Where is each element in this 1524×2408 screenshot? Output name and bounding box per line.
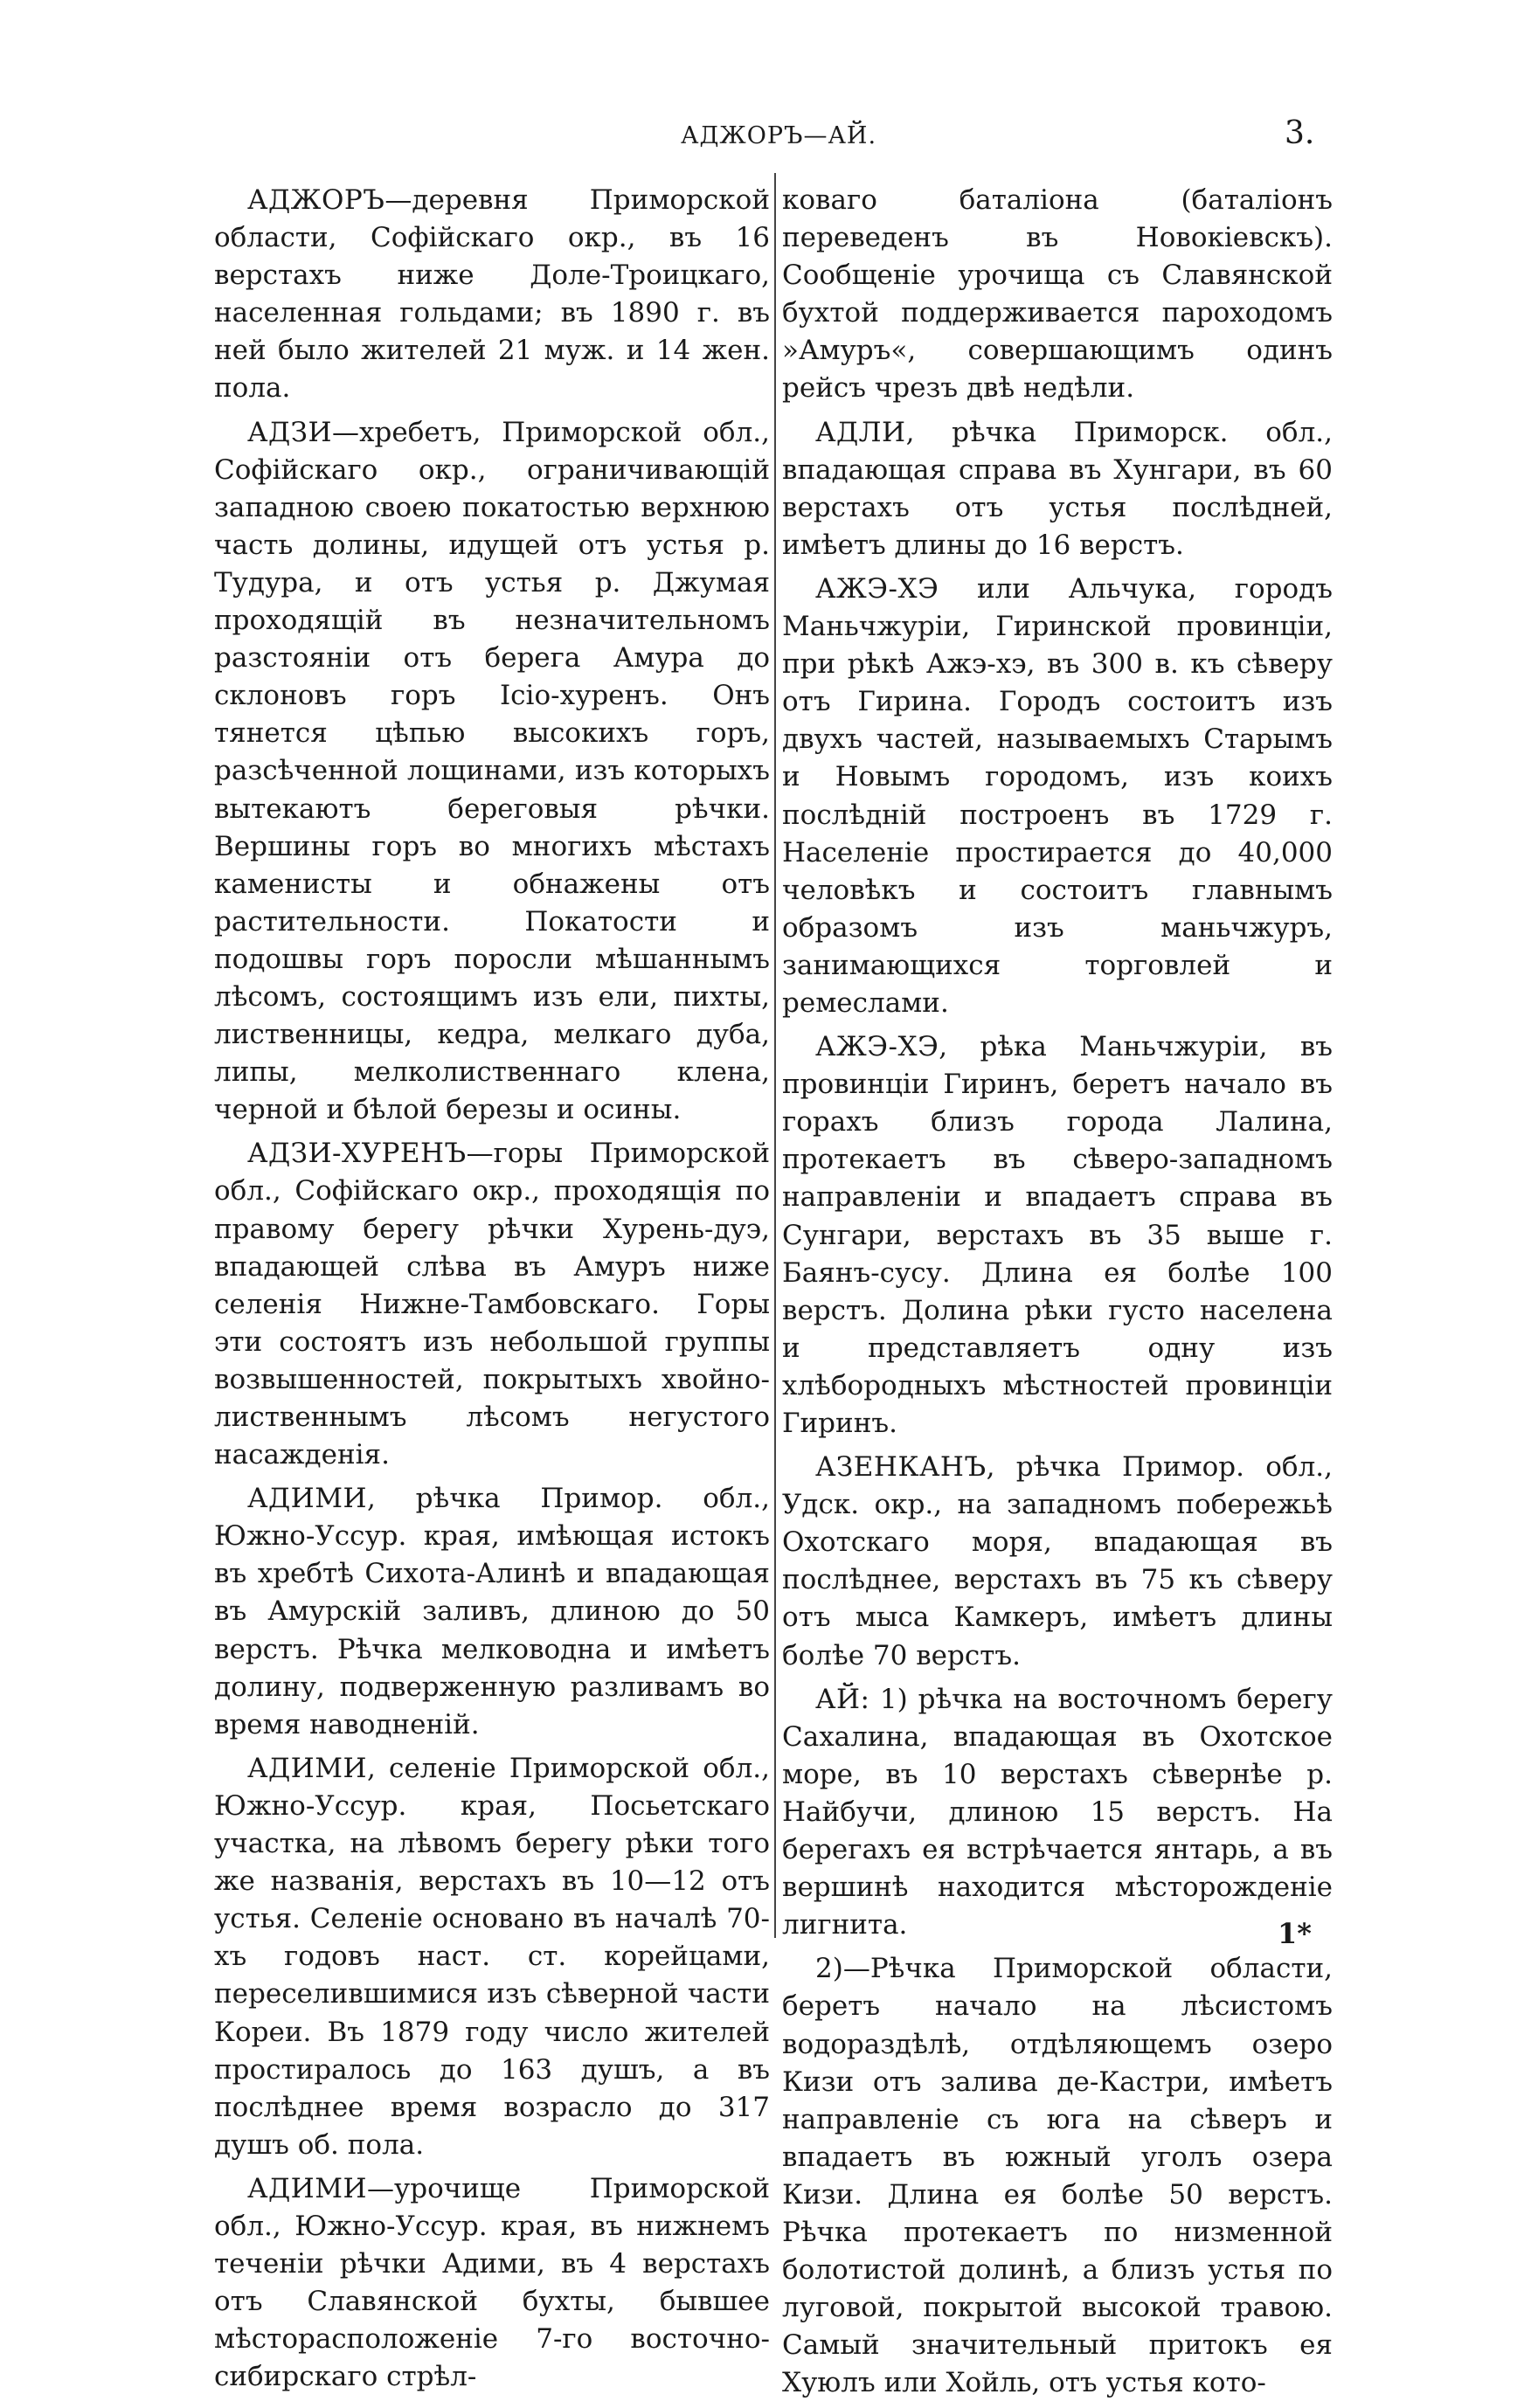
entry-adli xyxy=(782,414,1333,564)
entry-body: , рѣчка Примор. обл., Удск. окр., на западномъ побережьѣ Охотскаго моря, впадающая въ послѣднее, верстахъ въ 75 къ сѣверу отъ мыса Камкеръ, имѣетъ длины болѣе 70 верстъ. xyxy=(782,1451,1333,1671)
entry-headword: АДЛИ xyxy=(815,416,906,448)
entry-body: , рѣчка Примор. обл., Южно-Уссур. края, имѣющая истокъ въ хребтѣ Сихота-Алинѣ и впадающая въ Амурскій заливъ, длиною до 50 верстъ. Рѣчка мелководна и имѣетъ долину, подверженную разливамъ во время наводненій. xyxy=(214,1483,770,1740)
entry-continuation xyxy=(782,182,1333,408)
entry-headword: АДЖОРЪ xyxy=(247,184,385,216)
entry-adzi xyxy=(214,414,770,1130)
entry-body: 2)—Рѣчка Приморской области, беретъ начало на лѣсистомъ водораздѣлѣ, отдѣляющемъ озеро Кизи отъ залива де-Кастри, имѣетъ направленіе съ юга на сѣверъ и впадаетъ въ южный уголъ озера Кизи. Длина ея болѣе 50 верстъ. Рѣчка протекаетъ по низменной болотистой долинѣ, а близъ устья по луговой, покрытой высокой травою. Самый значительный притокъ ея Хуюлъ или Хойль, отъ устья кото- xyxy=(782,1953,1333,2399)
entry-body: —деревня Приморской области, Софійскаго окр., въ 16 верстахъ ниже Доле-Троицкаго, населенная гольдами; въ 1890 г. въ ней было жителей 21 муж. и 14 жен. пола. xyxy=(214,184,770,405)
entry-body: коваго баталіона (баталіонъ переведенъ въ Новокіевскъ). Сообщеніе урочища съ Славянской бухтой поддерживается пароходомъ »Амуръ«, совершающимъ одинъ рейсъ чрезъ двѣ недѣли. xyxy=(782,184,1333,405)
entry-body: —урочище Приморской обл., Южно-Уссур. края, въ нижнемъ теченіи рѣчки Адими, въ 4 верстахъ отъ Славянской бухты, бывшее мѣсторасположеніе 7-го восточно-сибирскаго стрѣл- xyxy=(214,2172,770,2393)
entry-azhe-khe-river xyxy=(782,1028,1333,1443)
entry-headword: АДЗИ-ХУРЕНЪ xyxy=(247,1138,467,1170)
entry-headword: АДЗИ xyxy=(247,416,333,448)
entry-headword: АДИМИ xyxy=(247,2172,367,2204)
column-divider xyxy=(774,173,776,1938)
entry-ai-1 xyxy=(782,1681,1333,1945)
entry-headword: АДИМИ xyxy=(247,1752,367,1784)
entry-body: —горы Приморской обл., Софійскаго окр., проходящія по правому берегу рѣчки Хурень-дуэ, впадающей слѣва въ Амуръ ниже селенія Нижне-Тамбовскаго. Горы эти состоятъ изъ небольшой группы возвышенностей, покрытыхъ хвойно-лиственнымъ лѣсомъ негустого насажденія. xyxy=(214,1138,770,1471)
entry-body: —хребетъ, Приморской обл., Софійскаго окр., ограничивающій западною своею покатостью верхнюю часть долины, идущей отъ устья р. Тудура, и отъ устья р. Джумая проходящій въ незначительномъ разстояніи отъ берега Амура до склоновъ горъ Ісіо-хуренъ. Онъ тянется цѣпью высокихъ горъ, разсѣченной лощинами, изъ которыхъ вытекаютъ береговыя рѣчки. Вершины горъ во многихъ мѣстахъ каменисты и обнажены отъ растительности. Покатости и подошвы горъ поросли мѣшаннымъ лѣсомъ, состоящимъ изъ ели, пихты, лиственницы, кедра, мелкаго дуба, липы, мелколиственнаго клена, черной и бѣлой березы и осины. xyxy=(214,416,770,1126)
entry-headword: АЗЕНКАНЪ xyxy=(815,1451,987,1484)
entry-body: , рѣчка Приморск. обл., впадающая справа въ Хунгари, въ 60 верстахъ отъ устья послѣдней, имѣетъ длины до 16 верстъ. xyxy=(782,416,1333,561)
running-title: АДЖОРЪ—АЙ. xyxy=(681,122,877,149)
entry-azhe-khe-city xyxy=(782,571,1333,1022)
entry-ai-2 xyxy=(782,1950,1333,2402)
left-column xyxy=(214,182,770,2402)
entry-headword: АЙ xyxy=(815,1683,861,1715)
signature-mark: 1* xyxy=(1278,1917,1312,1950)
entry-body: , селеніе Приморской обл., Южно-Уссур. края, Посьетскаго участка, на лѣвомъ берегу рѣки того же названія, верстахъ въ 10—12 отъ устья. Селеніе основано въ началѣ 70-хъ годовъ наст. ст. корейцами, переселившимися изъ сѣверной части Кореи. Въ 1879 году число жителей простиралось до 163 душъ, а въ послѣднее время возрасло до 317 душъ об. пола. xyxy=(214,1752,770,2161)
right-column xyxy=(782,182,1333,2408)
page-number: 3. xyxy=(1285,115,1315,151)
entry-adzhor xyxy=(214,182,770,408)
entry-adimi-tract xyxy=(214,2170,770,2397)
entry-headword: АЖЭ-ХЭ xyxy=(815,572,939,605)
entry-body: , рѣка Маньчжуріи, въ провинціи Гиринъ, беретъ начало въ горахъ близъ города Лалина, протекаетъ въ сѣверо-западномъ направленіи и впадаетъ справа въ Сунгари, верстахъ въ 35 выше г. Баянъ-сусу. Длина ея болѣе 100 верстъ. Долина рѣки густо населена и представляетъ одну изъ хлѣбородныхъ мѣстностей провинціи Гиринъ. xyxy=(782,1031,1333,1439)
entry-azenkan xyxy=(782,1449,1333,1675)
entry-adimi-river xyxy=(214,1480,770,1744)
entry-adzi-khuren xyxy=(214,1135,770,1474)
entry-headword: АДИМИ xyxy=(247,1483,367,1515)
entry-headword: АЖЭ-ХЭ xyxy=(815,1031,939,1063)
entry-body: или Альчука, городъ Маньчжуріи, Гиринской провинціи, при рѣкѣ Ажэ-хэ, въ 300 в. къ сѣверу отъ Гирина. Городъ состоитъ изъ двухъ частей, называемыхъ Старымъ и Новымъ городомъ, изъ коихъ послѣдній построенъ въ 1729 г. Населеніе простирается до 40,000 человѣкъ и состоитъ главнымъ образомъ изъ маньчжуръ, занимающихся торговлей и ремеслами. xyxy=(782,572,1333,1019)
entry-adimi-village xyxy=(214,1750,770,2164)
entry-body: : 1) рѣчка на восточномъ берегу Сахалина, впадающая въ Охотское море, въ 10 верстахъ сѣвернѣе р. Найбучи, длиною 15 верстъ. На берегахъ ея встрѣчается янтарь, а въ вершинѣ находится мѣсторожденіе лигнита. xyxy=(782,1683,1333,1941)
